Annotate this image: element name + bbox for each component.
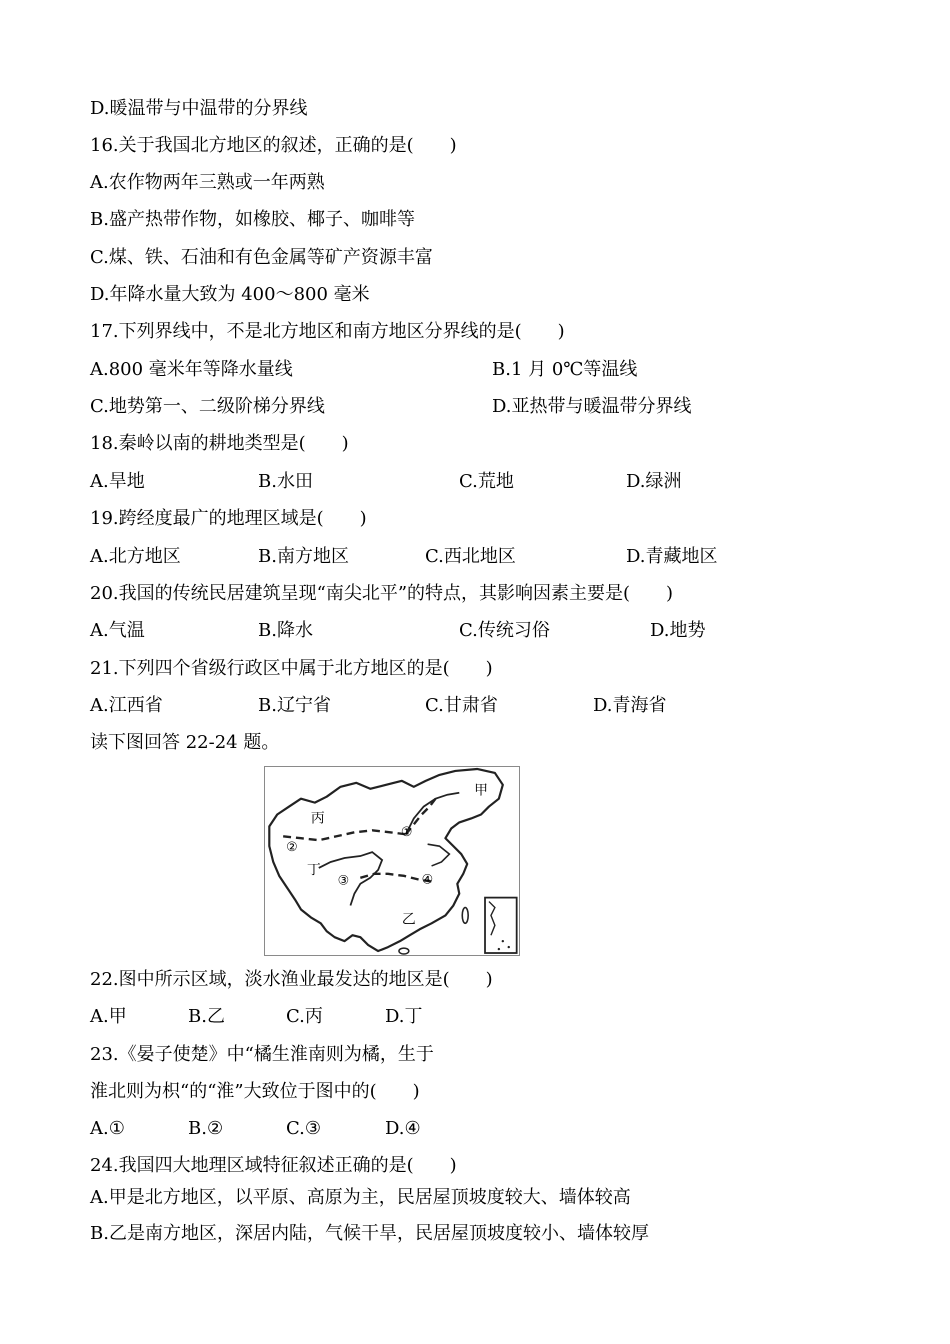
q20-option-c: C.传统习俗 (459, 620, 550, 641)
q21-option-a: A.江西省 (90, 695, 163, 716)
q18-option-b: B.水田 (258, 471, 313, 492)
q17-option-b: B.1 月 0℃等温线 (492, 359, 638, 380)
map-figure (265, 767, 519, 955)
q19-stem: 19.跨经度最广的地理区域是( ) (90, 508, 367, 529)
q20-option-b: B.降水 (258, 620, 313, 641)
label-bing: 丙 (310, 810, 325, 827)
q17-option-a: A.800 毫米年等降水量线 (90, 359, 293, 380)
q23-stem-line1: 23.《晏子使楚》中“橘生淮南则为橘，生于 (90, 1044, 434, 1065)
q21-option-b: B.辽宁省 (258, 695, 331, 716)
q16-option-c: C.煤、铁、石油和有色金属等矿产资源丰富 (90, 247, 433, 268)
q21-option-c: C.甘肃省 (425, 695, 498, 716)
taiwan-island (462, 908, 468, 924)
q16-option-d: D.年降水量大致为 400～800 毫米 (90, 284, 370, 305)
label-ding: 丁 (306, 861, 321, 878)
q17-stem: 17.下列界线中，不是北方地区和南方地区分界线的是( ) (90, 321, 565, 342)
q23-option-a: A.① (90, 1118, 125, 1139)
q20-option-d: D.地势 (650, 620, 706, 641)
q15-option-d: D.暖温带与中温带的分界线 (90, 98, 308, 119)
marker-1: ① (400, 825, 413, 841)
q18-stem: 18.秦岭以南的耕地类型是( ) (90, 433, 349, 454)
marker-4: ④ (421, 872, 434, 888)
dashed-boundary-northwest (283, 830, 406, 840)
q20-stem: 20.我国的传统民居建筑呈现“南尖北平”的特点，其影响因素主要是( ) (90, 583, 674, 604)
label-yi: 乙 (401, 911, 416, 928)
marker-3: ③ (337, 873, 350, 889)
q18-option-c: C.荒地 (459, 471, 514, 492)
q22-stem: 22.图中所示区域，淡水渔业最发达的地区是( ) (90, 969, 493, 990)
q23-stem-line2: 淮北则为枳“的“淮”大致位于图中的( ) (90, 1081, 420, 1102)
q24-option-b: B.乙是南方地区，深居内陆，气候干旱，民居屋顶坡度较小、墙体较厚 (90, 1223, 649, 1244)
south-sea-inset (485, 898, 517, 953)
q21-stem: 21.下列四个省级行政区中属于北方地区的是( ) (90, 658, 493, 679)
q16-option-b: B.盛产热带作物，如橡胶、椰子、咖啡等 (90, 209, 415, 230)
china-regions-map (264, 766, 520, 956)
q17-option-d: D.亚热带与暖温带分界线 (492, 396, 692, 417)
map-intro: 读下图回答 22-24 题。 (90, 732, 280, 753)
q24-stem: 24.我国四大地理区域特征叙述正确的是( ) (90, 1155, 457, 1176)
q17-option-c: C.地势第一、二级阶梯分界线 (90, 396, 325, 417)
marker-2: ② (286, 840, 298, 856)
q22-option-d: D.丁 (385, 1006, 423, 1027)
q22-option-c: C.丙 (286, 1006, 323, 1027)
q21-option-d: D.青海省 (593, 695, 667, 716)
q23-option-d: D.④ (385, 1118, 421, 1139)
q23-option-b: B.② (188, 1118, 224, 1139)
q19-option-d: D.青藏地区 (626, 546, 718, 567)
q22-option-a: A.甲 (90, 1006, 127, 1027)
label-jia: 甲 (474, 782, 488, 799)
china-outline (269, 769, 503, 951)
q16-stem: 16.关于我国北方地区的叙述，正确的是( ) (90, 135, 457, 156)
q18-option-d: D.绿洲 (626, 471, 682, 492)
q16-option-a: A.农作物两年三熟或一年两熟 (90, 172, 325, 193)
q19-option-c: C.西北地区 (425, 546, 516, 567)
qinghai-tibet-boundary (319, 852, 382, 905)
q24-option-a: A.甲是北方地区，以平原、高原为主，民居屋顶坡度较大、墙体较高 (90, 1187, 631, 1208)
q19-option-b: B.南方地区 (258, 546, 349, 567)
q22-option-b: B.乙 (188, 1006, 225, 1027)
q19-option-a: A.北方地区 (90, 546, 181, 567)
q20-option-a: A.气温 (90, 620, 145, 641)
hainan-island (399, 948, 409, 954)
q18-option-a: A.旱地 (90, 471, 145, 492)
q23-option-c: C.③ (286, 1118, 321, 1139)
north-china-coast (428, 844, 450, 866)
